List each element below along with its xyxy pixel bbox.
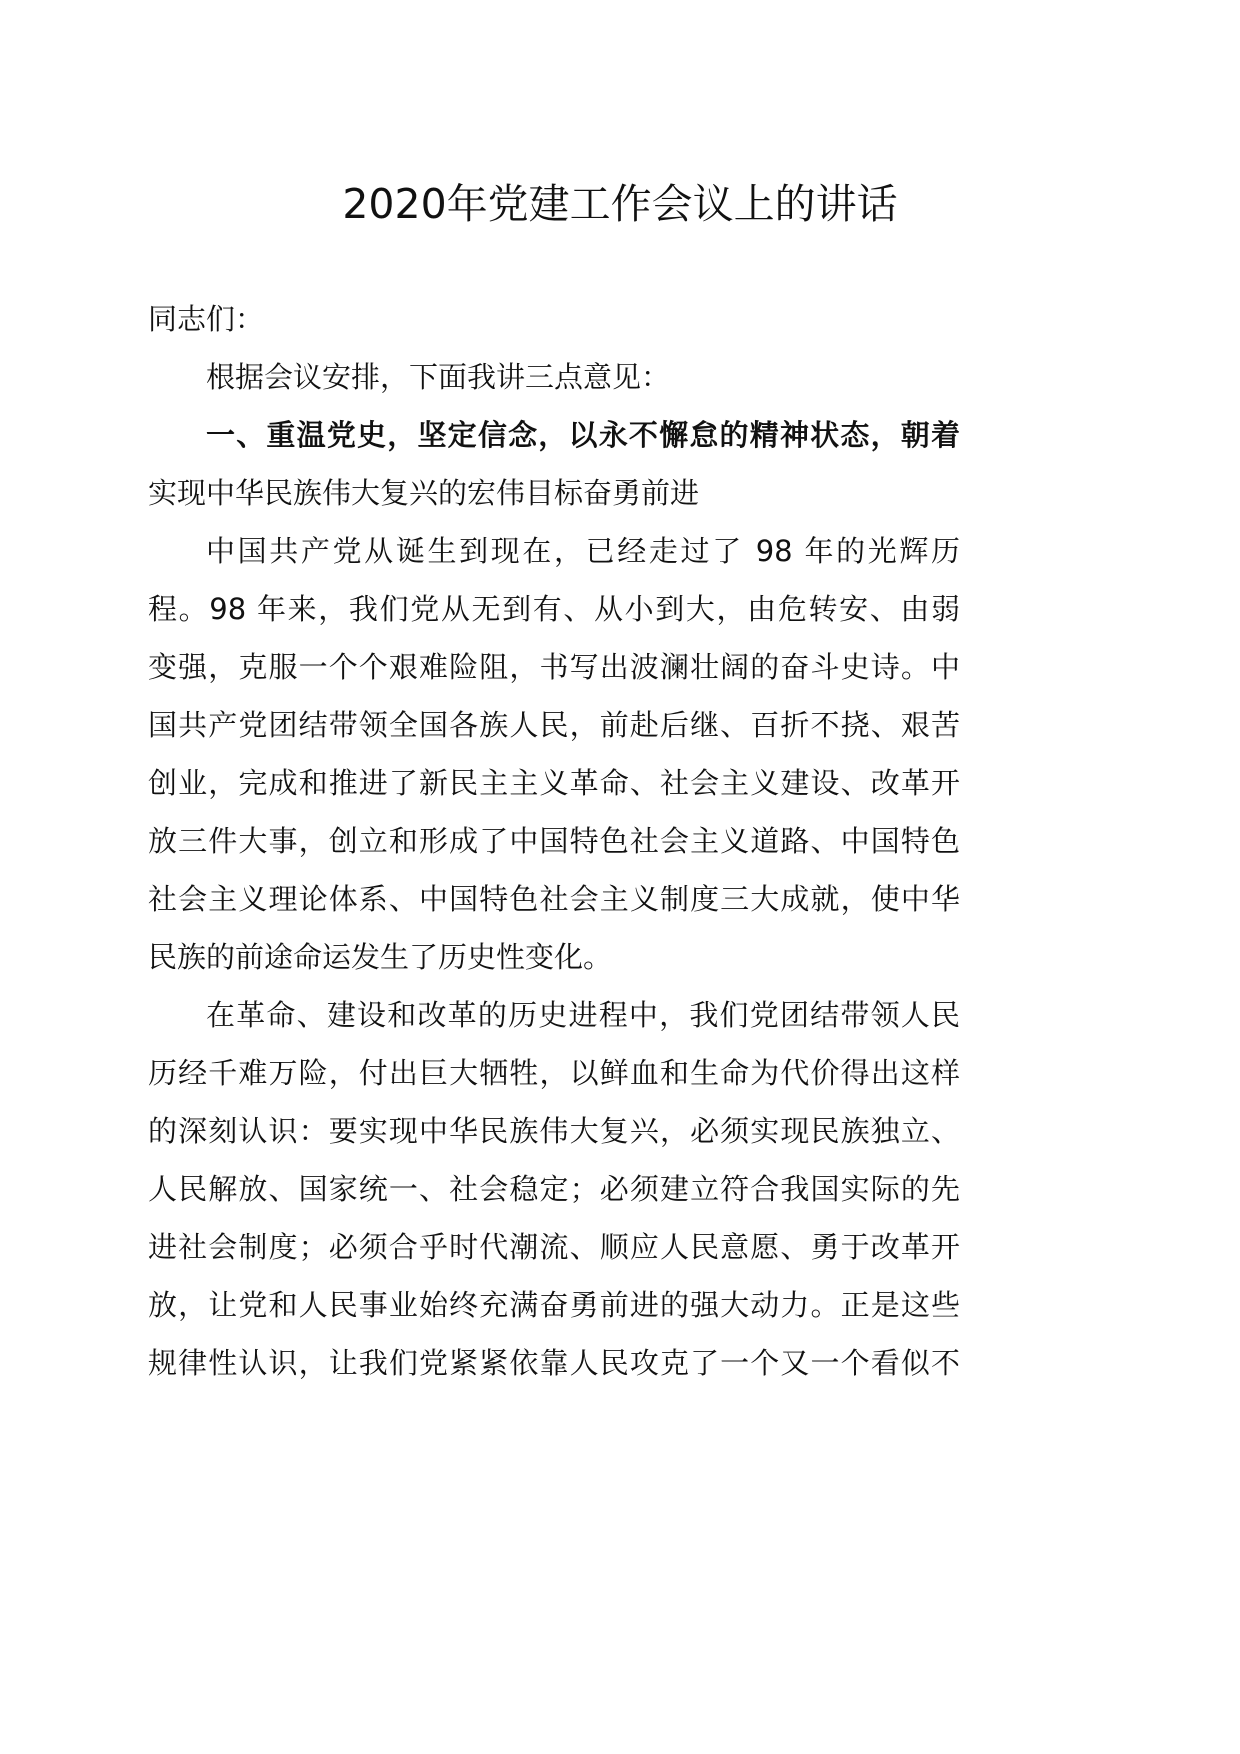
text-line: 国共产党团结带领全国各族人民，前赴后继、百折不挠、艰苦 <box>148 708 960 742</box>
paragraph-intro <box>148 348 960 406</box>
text-line: 变强，克服一个个艰难险阻，书写出波澜壮阔的奋斗史诗。中 <box>148 650 960 684</box>
text-line: 规律性认识，让我们党紧紧依靠人民攻克了一个又一个看似不 <box>148 1346 960 1380</box>
text-line: 社会主义理论体系、中国特色社会主义制度三大成就，使中华 <box>148 882 960 916</box>
text-line: 放三件大事，创立和形成了中国特色社会主义道路、中国特色 <box>148 824 960 858</box>
text-line: 放，让党和人民事业始终充满奋勇前进的强大动力。正是这些 <box>148 1288 960 1322</box>
paragraph-revolution <box>148 986 960 1392</box>
text-line: 进社会制度；必须合乎时代潮流、顺应人民意愿、勇于改革开 <box>148 1230 960 1264</box>
text-line: 根据会议安排，下面我讲三点意见： <box>206 360 671 394</box>
text-line: 人民解放、国家统一、社会稳定；必须建立符合我国实际的先 <box>148 1172 960 1206</box>
paragraph-history <box>148 522 960 986</box>
text-line: 程。98 年来，我们党从无到有、从小到大，由危转安、由弱 <box>148 592 960 626</box>
text-line: 中国共产党从诞生到现在，已经走过了 98 年的光辉历 <box>206 534 960 568</box>
document-body <box>148 290 960 1392</box>
salutation: 同志们： <box>148 302 265 336</box>
document-title: 2020年党建工作会议上的讲话 <box>342 180 898 228</box>
text-line: 的深刻认识：要实现中华民族伟大复兴，必须实现民族独立、 <box>148 1114 960 1148</box>
text-line: 一、重温党史，坚定信念，以永不懈怠的精神状态，朝着 <box>206 418 960 452</box>
text-line: 创业，完成和推进了新民主主义革命、社会主义建设、改革开 <box>148 766 960 800</box>
section-heading-1 <box>148 406 960 522</box>
text-line: 在革命、建设和改革的历史进程中，我们党团结带领人民 <box>206 998 960 1032</box>
text-line: 民族的前途命运发生了历史性变化。 <box>148 940 613 974</box>
text-line: 历经千难万险，付出巨大牺牲，以鲜血和生命为代价得出这样 <box>148 1056 960 1090</box>
text-line: 实现中华民族伟大复兴的宏伟目标奋勇前进 <box>148 476 700 510</box>
